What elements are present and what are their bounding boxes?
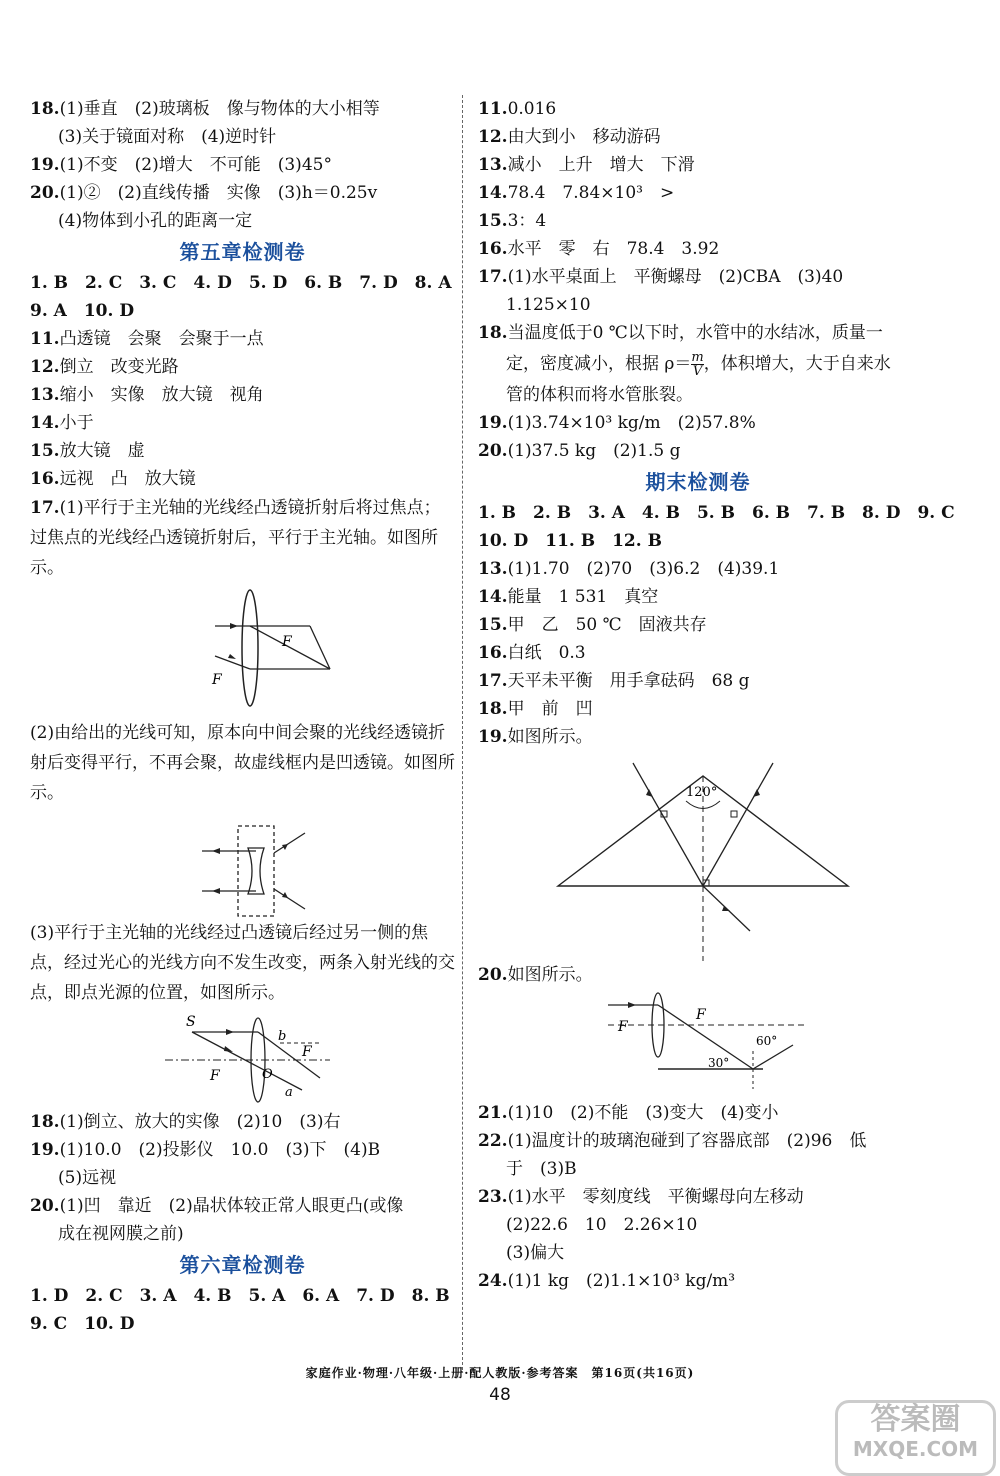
chapter6-title: 第六章检测卷 [179,1253,306,1277]
answer-18-cont: 管的体积而将水管胀裂。 [506,385,693,405]
lens-mirror-diagram [478,989,918,1099]
ch5-answer-14: 14.小于 [30,413,94,433]
final-answer-23-cont2: (3)偏大 [506,1243,565,1263]
final-answer-23: 23.(1)水平 零刻度线 平衡螺母向左移动 [478,1187,804,1207]
answer-12: 12.由大到小 移动游码 [478,127,661,147]
final-answer-17: 17.天平未平衡 用手拿砝码 68 g [478,671,750,691]
final-mc-row1: 1. B 2. B 3. A 4. B 5. B 6. B 7. B 8. D 9. C [478,503,955,523]
final-answer-22-cont: 于 (3)B [506,1159,577,1179]
ch5-answer-12: 12.倒立 改变光路 [30,357,179,377]
focus-label: F [696,1007,706,1023]
ch5-answer-15: 15.放大镜 虚 [30,441,145,461]
focus-label: F [282,634,292,650]
convex-lens-diagram [30,583,455,718]
ch5-answer-19: 19.(1)10.0 (2)投影仪 10.0 (3)下 (4)B [30,1140,381,1160]
final-answer-13: 13.(1)1.70 (2)70 (3)6.2 (4)39.1 [478,559,780,579]
answer-16: 16.水平 零 右 78.4 3.92 [478,239,720,259]
final-answer-15: 15.甲 乙 50 ℃ 固液共存 [478,615,707,635]
final-answer-18: 18.甲 前 凹 [478,699,593,719]
right-column [478,95,955,1295]
answer-20: 20.(1)37.5 kg (2)1.5 g [478,441,681,461]
ch5-answer-17-p3: (3)平行于主光轴的光线经过凸透镜后经过另一侧的焦点，经过光心的光线方向不发生改变，两条入射光线的交点，即点光源的位置，如图所示。 [30,923,455,1003]
angle-label: 60° [756,1034,778,1048]
focus-label: F [302,1044,312,1060]
concave-lens-diagram [30,808,455,918]
answer-18: 18.当温度低于0 ℃以下时，水管中的水结冰，质量一 [478,323,883,343]
ch5-mc-row2: 9. A 10. D [30,301,135,321]
column-divider [462,95,463,1370]
prism-reflection-diagram [478,751,918,961]
point-source-diagram [30,1008,455,1108]
ch5-answer-19-cont: (5)远视 [58,1168,117,1188]
final-answer-20: 20.如图所示。 [478,965,593,985]
ch5-answer-20: 20.(1)凹 靠近 (2)晶状体较正常人眼更凸(或像 [30,1196,404,1216]
final-exam-title: 期末检测卷 [645,470,751,494]
final-mc-row2: 10. D 11. B 12. B [478,531,662,551]
ch5-answer-13: 13.缩小 实像 放大镜 视角 [30,385,264,405]
ch5-answer-16: 16.远视 凸 放大镜 [30,469,196,489]
final-answer-16: 16.白纸 0.3 [478,643,586,663]
ch6-mc-row1: 1. D 2. C 3. A 4. B 5. A 6. A 7. D 8. B [30,1286,450,1306]
ray-label: b [278,1029,287,1044]
answer-15: 15.3：4 [478,211,547,231]
focus-label: F [618,1019,628,1035]
answer-19: 19.(1)不变 (2)增大 不可能 (3)45° [30,155,332,175]
final-answer-19: 19.如图所示。 [478,727,593,747]
answer-20: 20.(1)② (2)直线传播 实像 (3)h＝0.25v [30,183,378,203]
page-footer: 家庭作业·物理·八年级·上册·配人教版·参考答案 第16页(共16页) [305,1366,695,1380]
answer-11: 11.0.016 [478,99,557,119]
answer-17: 17.(1)水平桌面上 平衡螺母 (2)CBA (3)40 [478,267,844,287]
source-label: S [186,1014,196,1030]
ray-label: a [285,1085,293,1100]
answer-14: 14.78.4 7.84×10³ > [478,183,675,203]
focus-label: F [212,672,222,688]
ch5-answer-18: 18.(1)倒立、放大的实像 (2)10 (3)右 [30,1112,341,1132]
site-watermark: 答案圈 MXQE.COM [835,1400,996,1476]
final-answer-23-cont: (2)22.6 10 2.26×10 [506,1215,698,1235]
ch6-mc-row2: 9. C 10. D [30,1314,135,1334]
final-answer-14: 14.能量 1 531 真空 [478,587,659,607]
answer-18-cont: (3)关于镜面对称 (4)逆时针 [58,127,277,147]
angle-label: 30° [708,1056,730,1070]
ch5-answer-20-cont: 成在视网膜之前) [58,1224,184,1244]
focus-label: F [210,1068,220,1084]
angle-label: 120° [686,785,718,800]
answer-18: 18.(1)垂直 (2)玻璃板 像与物体的大小相等 [30,99,380,119]
chapter5-title: 第五章检测卷 [179,240,306,264]
final-answer-22: 22.(1)温度计的玻璃泡碰到了容器底部 (2)96 低 [478,1131,867,1151]
ch5-answer-17-p2: (2)由给出的光线可知，原本向中间会聚的光线经透镜折射后变得平行，不再会聚，故虚线框内是凹透镜。如图所示。 [30,723,455,803]
answer-17-cont: 1.125×10 [506,295,591,315]
page-number: 48 [489,1385,511,1405]
answer-18-formula-line: 定，密度减小，根据 ρ＝ $\frac{m}{V}$ ，体积增大，大于自来水 [506,350,891,379]
answer-20-cont: (4)物体到小孔的距离一定 [58,211,253,231]
answer-13: 13.减小 上升 增大 下滑 [478,155,695,175]
left-column [30,95,455,1338]
final-answer-21: 21.(1)10 (2)不能 (3)变大 (4)变小 [478,1103,779,1123]
answer-19: 19.(1)3.74×10³ kg/m (2)57.8% [478,413,756,433]
ch5-mc-row1: 1. B 2. C 3. C 4. D 5. D 6. B 7. D 8. A [30,273,452,293]
center-label: O [262,1067,273,1082]
ch5-answer-17-p1: 17.(1)平行于主光轴的光线经凸透镜折射后将过焦点；过焦点的光线经凸透镜折射后，平行于主光轴。如图所示。 [30,498,441,578]
density-fraction: $\frac{m}{V}$ [691,350,704,379]
ch5-answer-11: 11.凸透镜 会聚 会聚于一点 [30,329,264,349]
final-answer-24: 24.(1)1 kg (2)1.1×10³ kg/m³ [478,1271,736,1291]
